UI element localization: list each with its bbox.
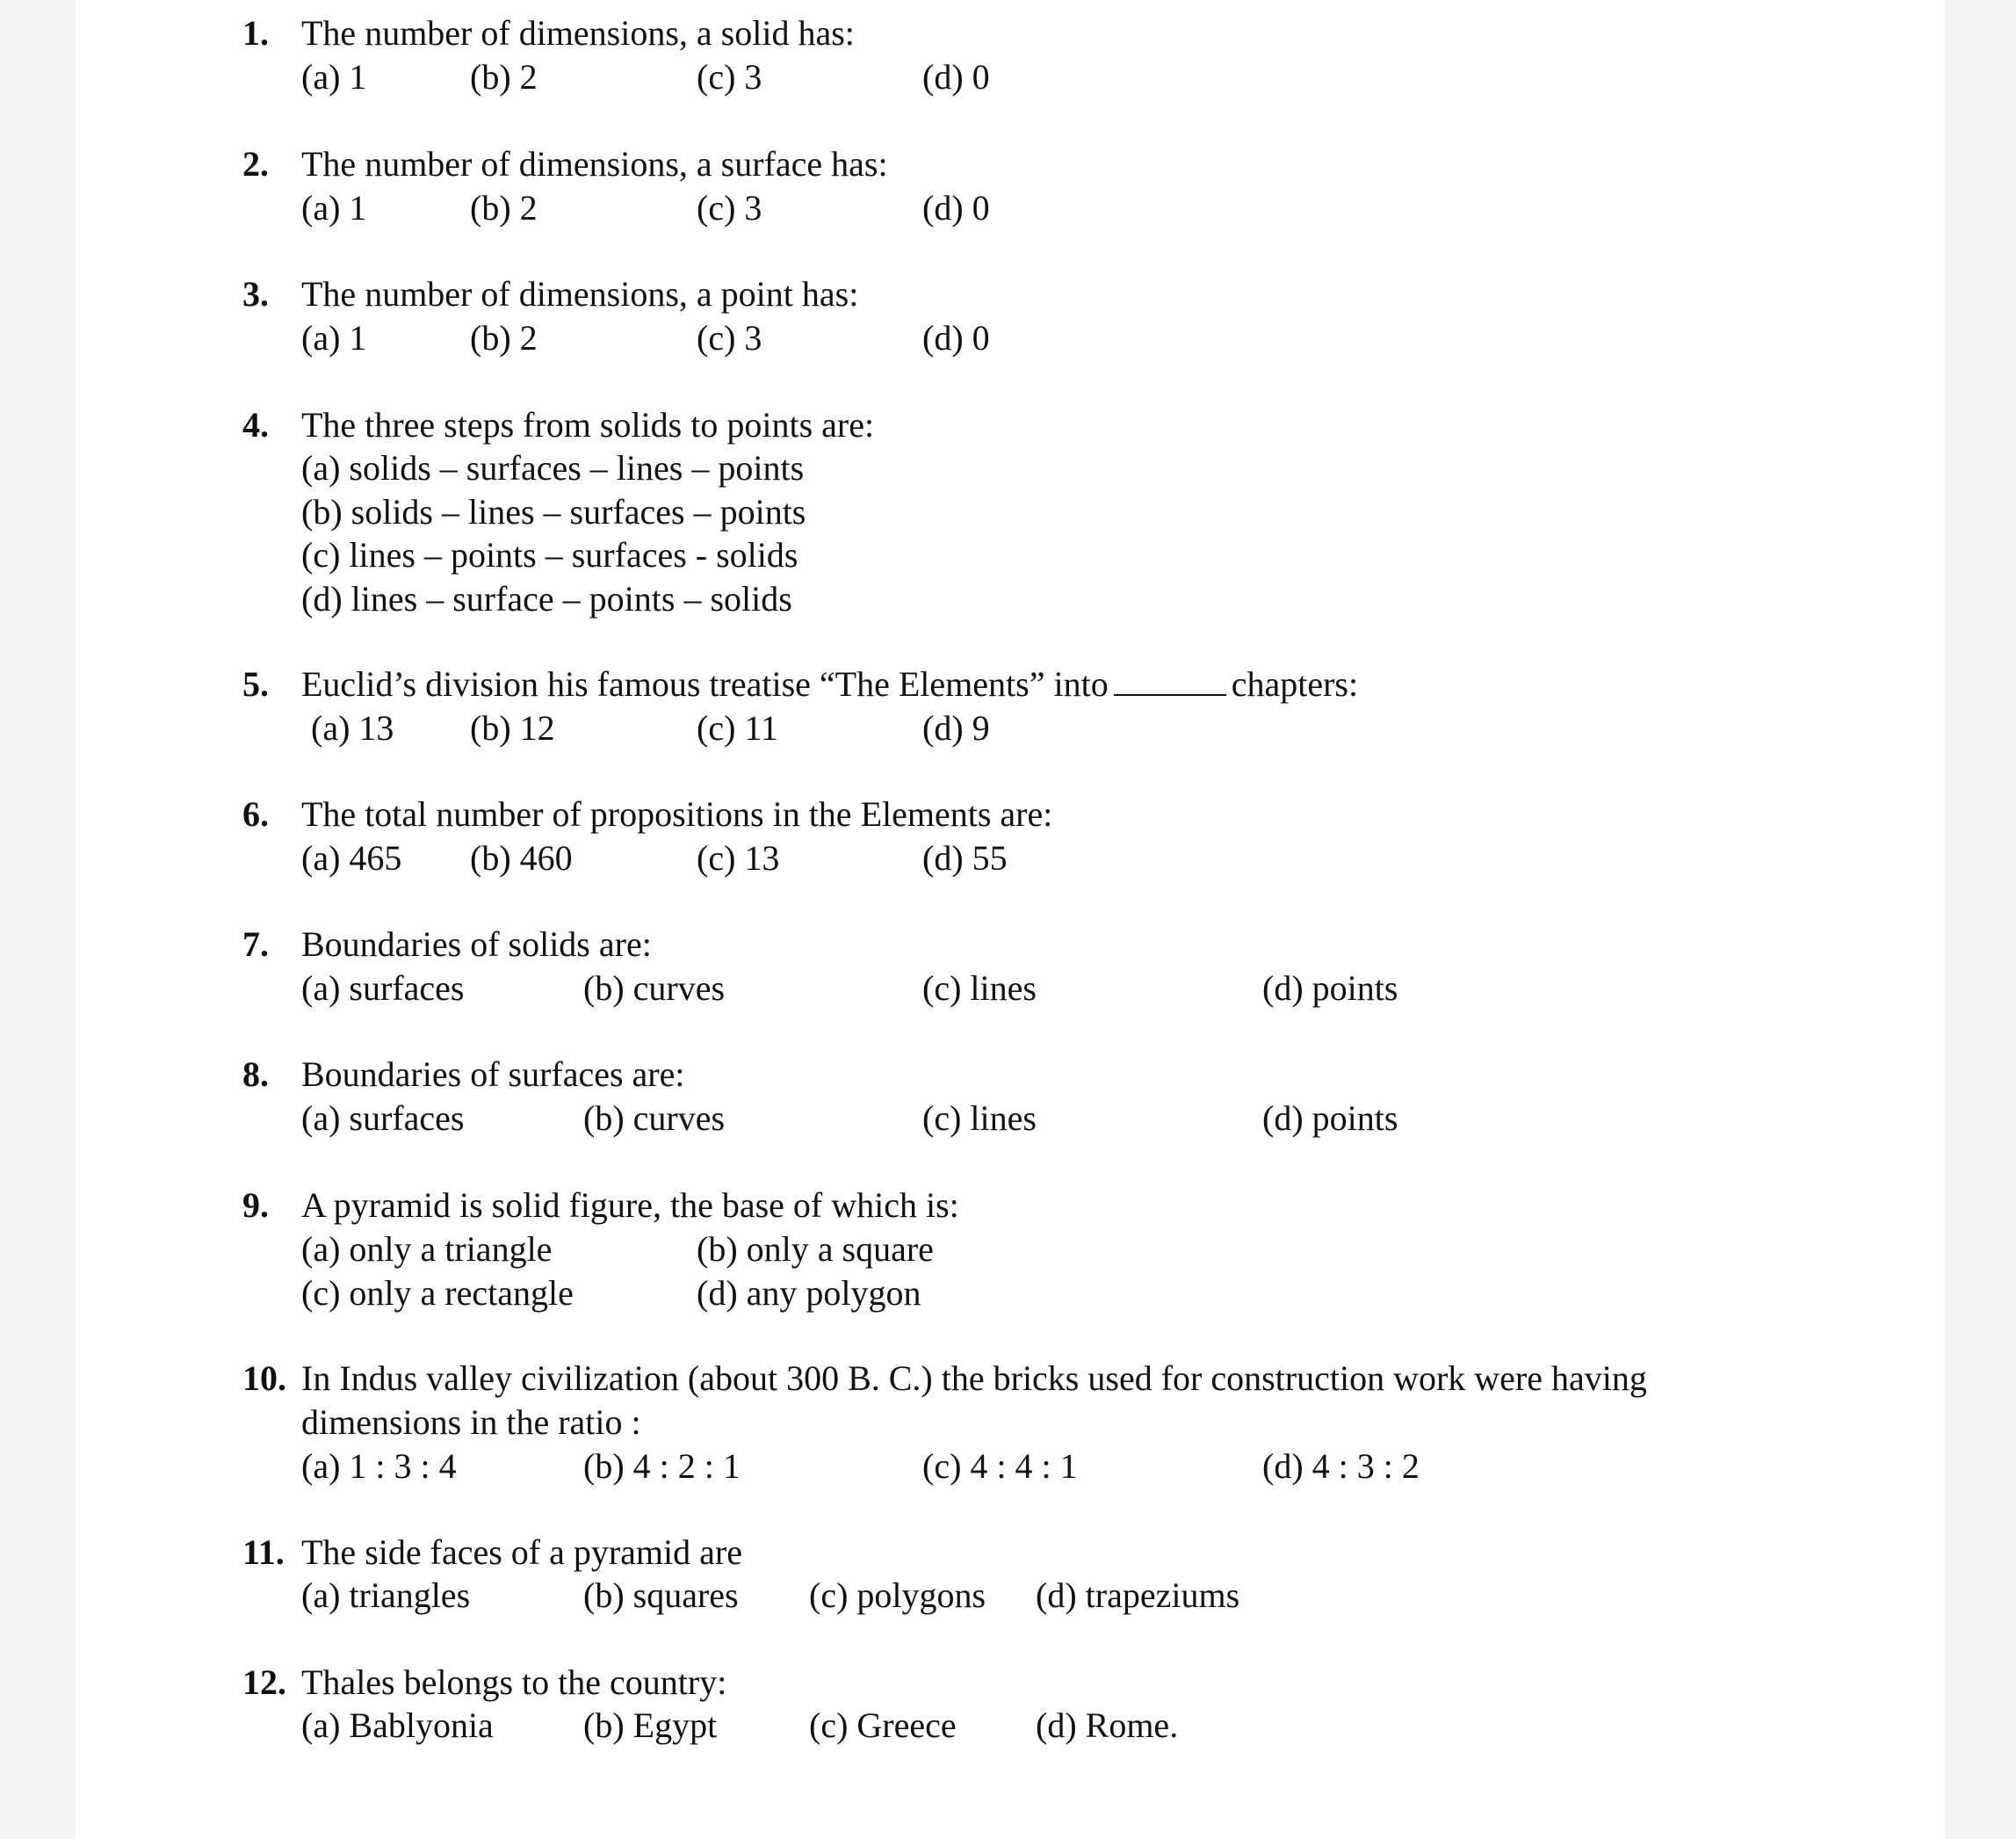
document-page	[76, 0, 1945, 1839]
option-b: (b) curves	[583, 968, 726, 1008]
option-a: (a) surfaces	[301, 968, 465, 1008]
question-text-line-2: dimensions in the ratio :	[301, 1402, 641, 1442]
option-a: (a) 465	[301, 838, 402, 878]
question-text: The number of dimensions, a solid has:	[301, 13, 855, 53]
option-b: (b) 460	[470, 838, 573, 878]
question-text	[301, 663, 1358, 706]
question-number: 8.	[242, 1054, 269, 1094]
fill-in-blank	[1114, 664, 1226, 696]
question-number: 1.	[242, 13, 269, 53]
question-number: 6.	[242, 794, 269, 834]
question-number: 7.	[242, 924, 269, 964]
option-d: (d) 9	[922, 708, 990, 748]
option-b: (b) 2	[470, 318, 538, 358]
option-a: (a) 1	[301, 318, 367, 358]
question-text: Boundaries of solids are:	[301, 924, 652, 964]
option-c: (c) lines	[922, 1098, 1037, 1138]
option-c: (c) lines – points – surfaces - solids	[301, 535, 798, 575]
option-b: (b) 12	[470, 708, 555, 748]
option-a: (a) surfaces	[301, 1098, 465, 1138]
option-c: (c) only a rectangle	[301, 1273, 574, 1313]
question-text: The side faces of a pyramid are	[301, 1532, 742, 1572]
option-b: (b) curves	[583, 1098, 726, 1138]
option-d: (d) Rome.	[1036, 1705, 1179, 1745]
option-a: (a) 1	[301, 188, 367, 228]
option-c: (c) 3	[697, 318, 762, 358]
option-c: (c) 3	[697, 57, 762, 97]
option-c: (c) 11	[697, 708, 778, 748]
option-c: (c) 13	[697, 838, 780, 878]
option-d: (d) 4 : 3 : 2	[1262, 1446, 1420, 1486]
question-text: The number of dimensions, a surface has:	[301, 144, 888, 184]
option-b: (b) 2	[470, 188, 538, 228]
question-text: The total number of propositions in the Elements are:	[301, 794, 1053, 834]
question-number: 4.	[242, 405, 269, 445]
question-text-after-blank: chapters:	[1231, 664, 1359, 704]
question-text: The three steps from solids to points are:	[301, 405, 875, 445]
question-text: In Indus valley civilization (about 300 B. C.) the bricks used for construction work were having	[301, 1358, 1647, 1398]
question-number: 5.	[242, 664, 269, 704]
option-d: (d) 0	[922, 57, 990, 97]
option-c: (c) 4 : 4 : 1	[922, 1446, 1078, 1486]
question-text: The number of dimensions, a point has:	[301, 274, 859, 314]
option-c: (c) 3	[697, 188, 762, 228]
option-b: (b) solids – lines – surfaces – points	[301, 492, 806, 532]
option-b: (b) only a square	[697, 1229, 934, 1269]
question-number: 3.	[242, 274, 269, 314]
question-text-before-blank: Euclid’s division his famous treatise “The Elements” into	[301, 664, 1109, 704]
option-d: (d) 0	[922, 318, 990, 358]
option-d: (d) lines – surface – points – solids	[301, 579, 792, 619]
option-a: (a) solids – surfaces – lines – points	[301, 448, 805, 488]
question-number: 9.	[242, 1185, 269, 1225]
option-a: (a) triangles	[301, 1575, 471, 1615]
question-number: 12.	[242, 1662, 286, 1702]
question-number: 11.	[242, 1532, 285, 1572]
option-a: (a) 13	[311, 708, 394, 748]
option-d: (d) points	[1262, 1098, 1398, 1138]
option-b: (b) 4 : 2 : 1	[583, 1446, 741, 1486]
option-a: (a) only a triangle	[301, 1229, 553, 1269]
question-text: Thales belongs to the country:	[301, 1662, 727, 1702]
option-a: (a) 1 : 3 : 4	[301, 1446, 457, 1486]
option-d: (d) points	[1262, 968, 1398, 1008]
option-d: (d) any polygon	[697, 1273, 921, 1313]
option-c: (c) Greece	[809, 1705, 957, 1745]
question-text: A pyramid is solid figure, the base of which is:	[301, 1185, 959, 1225]
question-text: Boundaries of surfaces are:	[301, 1054, 685, 1094]
option-a: (a) Bablyonia	[301, 1705, 494, 1745]
option-c: (c) lines	[922, 968, 1037, 1008]
question-number: 10.	[242, 1358, 286, 1398]
option-b: (b) squares	[583, 1575, 739, 1615]
option-a: (a) 1	[301, 57, 367, 97]
question-number: 2.	[242, 144, 269, 184]
option-d: (d) trapeziums	[1036, 1575, 1240, 1615]
option-c: (c) polygons	[809, 1575, 986, 1615]
option-d: (d) 55	[922, 838, 1008, 878]
option-b: (b) 2	[470, 57, 538, 97]
option-b: (b) Egypt	[583, 1705, 718, 1745]
option-d: (d) 0	[922, 188, 990, 228]
